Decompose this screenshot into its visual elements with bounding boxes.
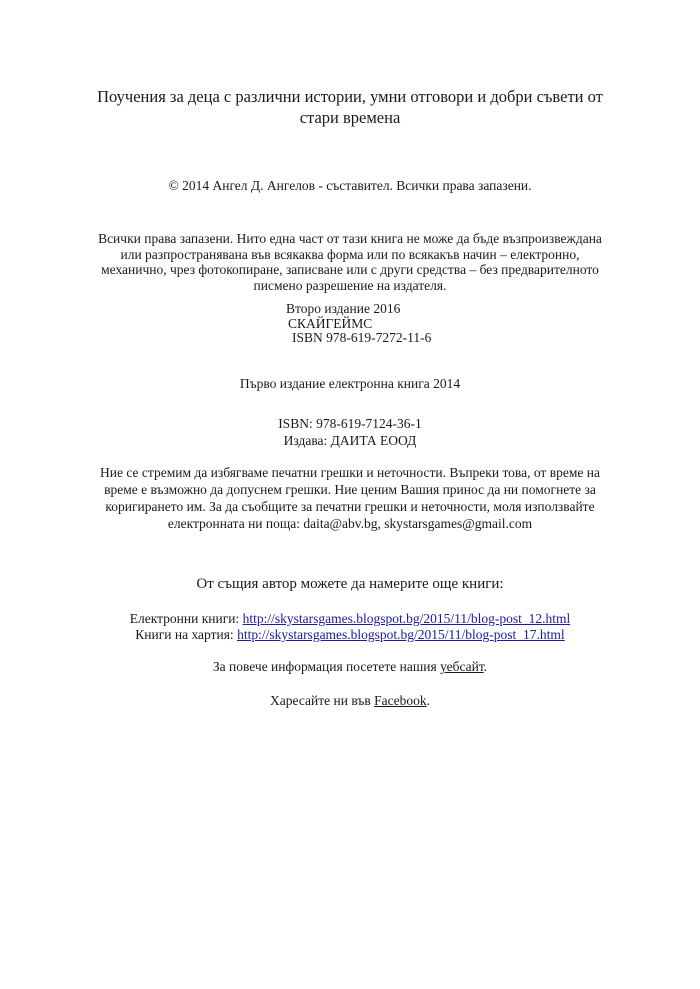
errata-line-2: време е възможно да допуснем грешки. Ние ценим Вашия принос да ни помогнете за xyxy=(104,482,596,497)
paper-books-link-row xyxy=(40,627,660,643)
paper-books-link[interactable]: http://skystarsgames.blogspot.bg/2015/11/blog-post_17.html xyxy=(237,627,565,642)
rights-reserved-paragraph xyxy=(40,231,660,293)
ebooks-link[interactable]: http://skystarsgames.blogspot.bg/2015/11/blog-post_12.html xyxy=(242,611,571,626)
isbn-second-edition: ISBN 978-619-7272-11-6 xyxy=(292,330,432,345)
more-info-line xyxy=(40,658,660,675)
second-edition: Второ издание 2016 xyxy=(286,301,401,316)
website-link[interactable]: уебсайт xyxy=(440,659,484,674)
errata-line-4: електронната ни поща: daita@abv.bg, skystarsgames@gmail.com xyxy=(167,516,533,531)
ebooks-label: Електронни книги: xyxy=(129,611,243,626)
facebook-link[interactable]: Facebook xyxy=(374,693,427,708)
rights-line-2: или разпространявана във всякаква форма или по всякакъв начин – електронно, xyxy=(120,246,580,262)
like-prefix: Харесайте ни във xyxy=(270,693,375,708)
first-edition: Първо издание електронна книга 2014 xyxy=(239,376,461,391)
ebooks-link-row xyxy=(40,611,660,627)
errata-line-1: Ние се стремим да избягваме печатни грешки и неточности. Въпреки това, от време на xyxy=(100,465,600,480)
book-title-line-1: Поучения за деца с различни истории, умни отговори и добри съвети от xyxy=(97,87,603,106)
copyright-notice: © 2014 Ангел Д. Ангелов - съставител. Всички права запазени. xyxy=(168,178,532,193)
isbn-first-edition: ISBN: 978-619-7124-36-1 xyxy=(278,416,422,431)
rights-line-3: механично, чрез фотокопиране, записване или с други средства – без предварителното xyxy=(101,262,599,277)
errata-paragraph xyxy=(40,464,660,532)
more-info-suffix: . xyxy=(483,659,488,674)
issuer: Издава: ДАИТА ЕООД xyxy=(283,433,417,448)
more-books-heading: От същия автор можете да намерите още книги: xyxy=(196,576,504,592)
rights-line-4: писмено разрешение на издателя. xyxy=(253,277,447,293)
paper-books-label: Книги на хартия: xyxy=(135,627,238,642)
like-suffix: . xyxy=(426,693,430,708)
publisher-name: СКАЙГЕЙМС xyxy=(288,316,373,331)
errata-line-3: коригирането им. За да съобщите за печатни грешки и неточности, моля използвайте xyxy=(105,499,595,514)
like-us-line xyxy=(40,692,660,709)
more-info-prefix: За повече информация посетете нашия xyxy=(212,659,441,674)
book-title-line-2: стари времена xyxy=(299,108,401,127)
book-links xyxy=(40,611,660,643)
book-title xyxy=(40,86,660,128)
rights-line-1: Всички права запазени. Нито една част от тази книга не може да бъде възпроизвеждана xyxy=(98,231,602,246)
